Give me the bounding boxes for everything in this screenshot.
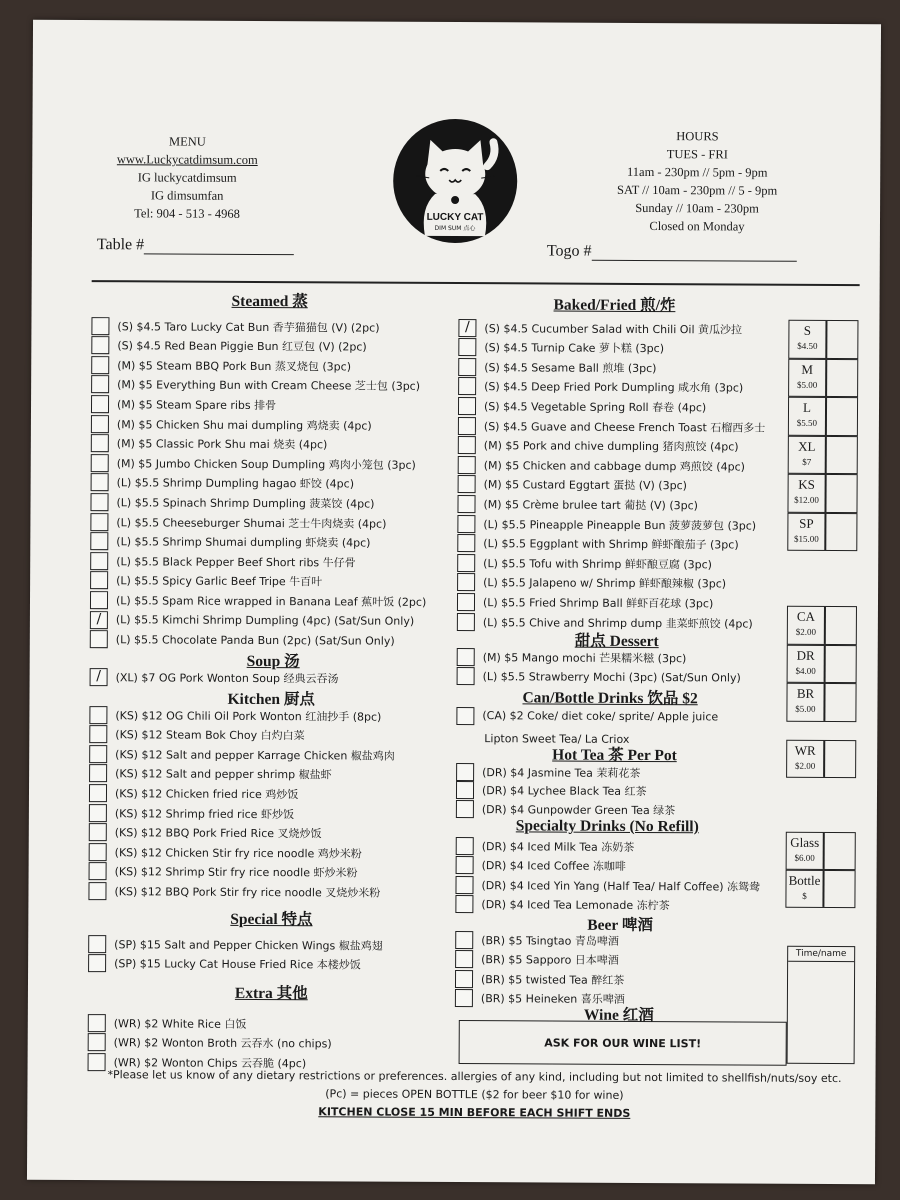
- item-label: (L) $5.5 Spam Rice wrapped in Banana Leaf 蕉叶饭 (2pc): [115, 594, 427, 609]
- dessert-menu-item: [457, 647, 687, 667]
- baked-menu-item: [458, 357, 656, 377]
- kitchen-menu-item: [89, 823, 322, 843]
- size-code: M: [801, 361, 814, 377]
- item-label: (S) $4.5 Turnip Cake 萝卜糕 (3pc): [484, 341, 665, 356]
- order-checkbox[interactable]: [89, 784, 107, 802]
- order-checkbox[interactable]: [91, 473, 109, 491]
- order-checkbox[interactable]: [91, 336, 109, 354]
- item-label: (S) $4.5 Red Bean Piggie Bun 红豆包 (V) (2pc): [117, 339, 367, 354]
- lucky-cat-logo: [390, 116, 521, 247]
- item-label: (DR) $4 Gunpowder Green Tea 绿茶: [481, 802, 676, 817]
- order-checkbox[interactable]: [457, 534, 475, 552]
- item-label: (M) $5 Mango mochi 芒果糯米糍 (3pc): [482, 650, 687, 665]
- instagram-handle-1: IG luckycatdimsum: [137, 170, 237, 185]
- table-label: Table #: [96, 236, 145, 254]
- kitchen-menu-item: [89, 862, 358, 882]
- item-label: (KS) $12 BBQ Pork Fried Rice 叉烧炒饭: [114, 826, 322, 841]
- logo-text: LUCKY CAT: [426, 211, 484, 224]
- order-checkbox[interactable]: [458, 436, 476, 454]
- order-checkbox[interactable]: [456, 707, 474, 725]
- order-checkbox[interactable]: [458, 397, 476, 415]
- order-checkbox[interactable]: [90, 571, 108, 589]
- baked-menu-item: [458, 318, 742, 338]
- hours-info: [592, 127, 803, 236]
- cell-divider: [825, 398, 827, 435]
- steamed-menu-item: [90, 571, 322, 591]
- item-label: (KS) $12 Steam Bok Choy 白灼白菜: [115, 728, 305, 743]
- time-name-box[interactable]: [787, 946, 856, 1064]
- cell-divider: [824, 645, 826, 682]
- can-drinks-line-2: Lipton Sweet Tea/ La Criox: [484, 732, 630, 746]
- kitchen-menu-item: [89, 705, 381, 726]
- order-checkbox[interactable]: [90, 591, 108, 609]
- order-checkbox[interactable]: [89, 823, 107, 841]
- size-cell[interactable]: [788, 358, 858, 397]
- order-checkbox[interactable]: [91, 434, 109, 452]
- item-label: (L) $5.5 Spicy Garlic Beef Tripe 牛百叶: [116, 574, 323, 589]
- size-price: $5.50: [796, 417, 818, 428]
- order-checkbox[interactable]: [455, 950, 473, 968]
- section-kitchen: Kitchen 厨点: [227, 690, 315, 709]
- size-code: DR: [796, 647, 815, 663]
- order-checkbox[interactable]: /: [90, 668, 108, 686]
- order-checkbox[interactable]: [455, 895, 473, 913]
- item-label: (S) $4.5 Vegetable Spring Roll 春卷 (4pc): [483, 400, 707, 415]
- item-label: (WR) $2 Wonton Broth 云吞水 (no chips): [113, 1036, 332, 1051]
- size-price: $5.00: [795, 703, 816, 714]
- order-checkbox[interactable]: [455, 989, 473, 1007]
- beer-menu-item: [455, 989, 625, 1009]
- hours-title: HOURS: [676, 129, 719, 144]
- order-checkbox[interactable]: [458, 377, 476, 395]
- order-checkbox[interactable]: [456, 856, 474, 874]
- baked-menu-item: [458, 338, 664, 358]
- order-checkbox[interactable]: [90, 532, 108, 550]
- item-label: (KS) $12 Salt and pepper shrimp 椒盐虾: [115, 767, 332, 782]
- order-checkbox[interactable]: [456, 837, 474, 855]
- item-label: (SP) $15 Salt and Pepper Chicken Wings 椒盐鸡翅: [114, 937, 383, 953]
- order-checkbox[interactable]: [455, 876, 473, 894]
- cell-divider: [823, 684, 825, 721]
- hours-line: 11am - 230pm // 5pm - 9pm: [626, 164, 768, 180]
- cell-divider: [824, 513, 826, 550]
- kitchen-menu-item: [89, 783, 298, 803]
- section-soup: Soup 汤: [246, 652, 300, 671]
- baked-menu-item: [457, 573, 726, 593]
- item-label: (BR) $5 twisted Tea 醉红茶: [480, 972, 625, 987]
- cell-divider: [824, 607, 826, 644]
- steamed-menu-item: [90, 512, 386, 533]
- instagram-handle-2: IG dimsumfan: [150, 188, 224, 203]
- size-cell[interactable]: [786, 832, 856, 870]
- time-name-label: Time/name: [788, 947, 854, 962]
- size-code: BR: [796, 685, 815, 701]
- special-menu-item: [88, 934, 383, 955]
- item-label: (BR) $5 Tsingtao 青岛啤酒: [481, 933, 619, 948]
- item-label: (KS) $12 OG Chili Oil Pork Wonton 红油抄手 (8pc): [115, 708, 382, 724]
- item-label: (L) $5.5 Tofu with Shrimp 鲜虾酿豆腐 (3pc): [483, 556, 713, 572]
- beer-menu-item: [455, 969, 624, 989]
- item-label: (KS) $12 Salt and pepper Karrage Chicken 椒盐鸡肉: [115, 747, 395, 763]
- size-cell[interactable]: [786, 740, 856, 778]
- hours-line: Closed on Monday: [649, 219, 745, 234]
- item-label: (KS) $12 BBQ Pork Stir fry rice noodle 叉烧炒米粉: [114, 885, 381, 900]
- order-checkbox[interactable]: [457, 593, 475, 611]
- order-checkbox[interactable]: [89, 764, 107, 782]
- item-label: (KS) $12 Shrimp Stir fry rice noodle 虾炒米粉: [114, 865, 358, 880]
- cell-divider: [825, 321, 827, 358]
- item-label: (L) $5.5 Fried Shrimp Ball 鲜虾百花球 (3pc): [482, 596, 714, 611]
- baked-menu-item: [458, 377, 743, 397]
- kitchen-menu-item: [89, 842, 362, 862]
- item-label: (DR) $4 Jasmine Tea 茉莉花茶: [482, 765, 641, 780]
- item-label: (BR) $5 Sapporo 日本啤酒: [481, 953, 619, 967]
- item-label: (L) $5.5 Shrimp Dumpling hagao 虾饺 (4pc): [116, 476, 355, 491]
- size-cell[interactable]: [788, 320, 858, 359]
- item-label: (L) $5.5 Spinach Shrimp Dumpling 菠菜饺 (4pc): [116, 496, 375, 511]
- order-checkbox[interactable]: [456, 800, 474, 818]
- size-price: $7: [802, 456, 812, 467]
- order-checkbox[interactable]: [88, 954, 106, 972]
- size-code: SP: [799, 515, 814, 531]
- item-label: (M) $5 Steam BBQ Pork Bun 蒸叉烧包 (3pc): [117, 358, 352, 374]
- cell-divider: [825, 436, 827, 473]
- contact-info: [102, 132, 272, 223]
- order-checkbox[interactable]: [88, 1014, 106, 1032]
- order-checkbox[interactable]: [91, 317, 109, 335]
- size-cell[interactable]: [788, 435, 858, 474]
- baked-menu-item: [457, 534, 738, 554]
- dessert-menu-item: [457, 667, 741, 687]
- steamed-menu-item: [90, 551, 356, 571]
- header-divider: [92, 280, 860, 286]
- kitchen-menu-item: [89, 764, 332, 784]
- item-label: (L) $5.5 Cheeseburger Shumai 芝士牛肉烧卖 (4pc): [116, 515, 387, 531]
- togo-label: Togo #: [546, 242, 592, 260]
- item-label: (S) $4.5 Deep Fried Pork Dumpling 咸水角 (3pc): [484, 380, 744, 395]
- extra-menu-item: [88, 1033, 332, 1053]
- item-label: (WR) $2 Wonton Chips 云吞脆 (4pc): [113, 1055, 307, 1070]
- order-checkbox[interactable]: [455, 931, 473, 949]
- item-label: (DR) $4 Lychee Black Tea 红茶: [481, 784, 647, 799]
- order-checkbox[interactable]: [456, 763, 474, 781]
- item-label: (M) $5 Chicken Shu mai dumpling 鸡烧卖 (4pc): [116, 417, 372, 433]
- size-price: $6.00: [794, 852, 815, 863]
- item-label: (KS) $12 Chicken fried rice 鸡炒饭: [114, 787, 299, 802]
- item-label: (L) $5.5 Chive and Shrimp dump 韭菜虾煎饺 (4pc): [482, 615, 753, 631]
- order-checkbox[interactable]: [457, 573, 475, 591]
- steamed-menu-item: [91, 375, 420, 396]
- order-checkbox[interactable]: [89, 706, 107, 724]
- size-price: $4.50: [797, 340, 818, 351]
- order-checkbox[interactable]: [91, 356, 109, 374]
- size-price: $15.00: [793, 533, 819, 544]
- size-code: CA: [796, 608, 816, 624]
- order-checkbox[interactable]: [458, 456, 476, 474]
- specialty-menu-item: [456, 856, 626, 876]
- item-label: (L) $5.5 Black Pepper Beef Short ribs 牛仔骨: [116, 554, 356, 570]
- size-cell[interactable]: [787, 512, 857, 551]
- order-checkbox[interactable]: [88, 882, 106, 900]
- size-cell[interactable]: [787, 606, 857, 645]
- extra-menu-item: [88, 1013, 247, 1033]
- cell-divider: [825, 359, 827, 396]
- steamed-menu-item: [90, 492, 374, 512]
- special-menu-item: [88, 954, 361, 974]
- hottea-menu-item: [456, 762, 640, 782]
- item-label: (DR) $4 Iced Yin Yang (Half Tea/ Half Coffee) 冻鸳鸯: [481, 878, 761, 894]
- steamed-menu-item: [91, 473, 355, 493]
- size-price: $4.00: [795, 665, 816, 676]
- section-hot-tea: Hot Tea 茶 Per Pot: [552, 746, 677, 765]
- section-special: Special 特点: [230, 910, 313, 929]
- steamed-menu-item: [90, 630, 395, 651]
- size-code: WR: [794, 742, 816, 758]
- hours-line: TUES - FRI: [666, 147, 728, 162]
- baked-menu-item: [457, 612, 753, 633]
- order-checkbox[interactable]: /: [90, 611, 108, 629]
- hottea-menu-item: [456, 799, 675, 819]
- order-checkbox[interactable]: [90, 493, 108, 511]
- order-checkbox[interactable]: [91, 375, 109, 393]
- size-price: $: [802, 890, 807, 901]
- item-label: (L) $5.5 Chocolate Panda Bun (2pc) (Sat/Sun Only): [115, 632, 395, 648]
- table-blank[interactable]: [144, 253, 294, 255]
- item-label: (M) $5 Everything Bun with Cream Cheese 芝士包 (3pc): [117, 378, 421, 394]
- dietary-note: *Please let us know of any dietary restrictions or preferences. allergies of any kind, including but not limited to shellfish/nuts/soy etc.: [107, 1068, 842, 1086]
- item-label: (L) $5.5 Shrimp Shumai dumpling 虾烧卖 (4pc): [116, 535, 371, 550]
- togo-number-field[interactable]: [547, 242, 797, 261]
- order-checkbox[interactable]: [458, 338, 476, 356]
- item-label: (M) $5 Pork and chive dumpling 猪肉煎饺 (4pc): [483, 439, 739, 454]
- item-label: (M) $5 Classic Pork Shu mai 烧卖 (4pc): [116, 437, 328, 452]
- kitchen-menu-item: [89, 803, 294, 823]
- menu-label: MENU: [168, 134, 206, 149]
- order-checkbox[interactable]: [89, 725, 107, 743]
- item-label: (DR) $4 Iced Tea Lemonade 冻柠茶: [481, 898, 670, 913]
- steamed-menu-item: [90, 610, 414, 631]
- order-checkbox[interactable]: [458, 417, 476, 435]
- item-label: (L) $5.5 Pineapple Pineapple Bun 菠萝菠萝包 (3pc): [483, 517, 757, 533]
- baked-menu-item: [458, 396, 706, 416]
- item-label: (DR) $4 Iced Coffee 冻咖啡: [481, 859, 626, 873]
- item-label: (L) $5.5 Strawberry Mochi (3pc) (Sat/Sun Only): [482, 669, 741, 685]
- size-code: S: [803, 322, 812, 338]
- item-label: (DR) $4 Iced Milk Tea 冻奶茶: [481, 839, 635, 854]
- kitchen-close-note: KITCHEN CLOSE 15 MIN BEFORE EACH SHIFT ENDS: [318, 1105, 631, 1120]
- order-checkbox[interactable]: [457, 667, 475, 685]
- order-checkbox[interactable]: [90, 630, 108, 648]
- size-cell[interactable]: [787, 644, 857, 683]
- item-label: (CA) $2 Coke/ diet coke/ sprite/ Apple juice: [482, 709, 719, 724]
- wine-list-notice: ASK FOR OUR WINE LIST!: [459, 1020, 787, 1066]
- size-code: Glass: [790, 834, 820, 850]
- order-checkbox[interactable]: [90, 513, 108, 531]
- item-label: (M) $5 Jumbo Chicken Soup Dumpling 鸡肉小笼包 (3pc): [116, 456, 416, 472]
- size-code: Bottle: [788, 872, 821, 888]
- item-label: (L) $5.5 Jalapeno w/ Shrimp 鲜虾酿辣椒 (3pc): [483, 576, 727, 591]
- order-checkbox[interactable]: [457, 648, 475, 666]
- size-code: KS: [798, 476, 815, 492]
- steamed-menu-item: [91, 453, 416, 474]
- item-label: (L) $5.5 Kimchi Shrimp Dumpling (4pc) (Sat/Sun Only): [115, 613, 415, 628]
- baked-menu-item: [457, 592, 713, 612]
- steamed-menu-item: [91, 316, 379, 337]
- section-beer: Beer 啤酒: [587, 916, 653, 935]
- item-label: (KS) $12 Chicken Stir fry rice noodle 鸡炒米粉: [114, 845, 362, 861]
- order-checkbox[interactable]: [89, 862, 107, 880]
- item-label: (S) $4.5 Taro Lucky Cat Bun 香芋猫猫包 (V) (2pc): [117, 319, 380, 335]
- size-cell[interactable]: [786, 683, 856, 722]
- order-checkbox[interactable]: [91, 395, 109, 413]
- pieces-note: (Pc) = pieces OPEN BOTTLE ($2 for beer $10 for wine): [325, 1087, 624, 1102]
- item-label: (SP) $15 Lucky Cat House Fried Rice 本楼炒饭: [114, 957, 361, 972]
- steamed-menu-item: [90, 590, 426, 611]
- item-label: (KS) $12 Shrimp fried rice 虾炒饭: [114, 806, 295, 821]
- order-checkbox[interactable]: [88, 935, 106, 953]
- steamed-menu-item: [90, 532, 370, 552]
- item-label: (L) $5.5 Eggplant with Shrimp 鲜虾酿茄子 (3pc): [483, 537, 739, 552]
- size-price: $2.00: [795, 626, 816, 637]
- order-checkbox[interactable]: [91, 415, 109, 433]
- order-checkbox[interactable]: [457, 495, 475, 513]
- order-checkbox[interactable]: [89, 804, 107, 822]
- steamed-menu-item: [91, 394, 276, 414]
- cell-divider: [823, 833, 825, 869]
- order-checkbox[interactable]: [90, 552, 108, 570]
- hours-line: SAT // 10am - 230pm // 5 - 9pm: [617, 182, 778, 198]
- menu-sheet: [27, 20, 881, 1184]
- section-can-bottle: Can/Bottle Drinks 饮品 $2: [522, 689, 698, 708]
- table-number-field[interactable]: [97, 236, 294, 255]
- cell-divider: [822, 871, 824, 907]
- phone-number: Tel: 904 - 513 - 4968: [134, 206, 240, 221]
- section-baked-fried: Baked/Fried 煎/炸: [553, 296, 676, 315]
- kitchen-menu-item: [89, 725, 304, 745]
- steamed-menu-item: [91, 434, 328, 454]
- item-label: (M) $5 Steam Spare ribs 排骨: [116, 398, 277, 412]
- order-checkbox[interactable]: [458, 475, 476, 493]
- can-menu-item: [456, 706, 718, 726]
- order-checkbox[interactable]: [91, 454, 109, 472]
- order-checkbox[interactable]: [457, 554, 475, 572]
- order-checkbox[interactable]: [89, 745, 107, 763]
- size-code: XL: [798, 438, 816, 454]
- baked-menu-item: [457, 494, 698, 514]
- item-label: (XL) $7 OG Pork Wonton Soup 经典云吞汤: [115, 670, 339, 685]
- website-link[interactable]: www.Luckycatdimsum.com: [116, 152, 258, 167]
- baked-menu-item: [457, 553, 712, 573]
- section-dessert: 甜点 Dessert: [574, 632, 659, 651]
- size-cell[interactable]: [785, 870, 855, 908]
- size-price: $2.00: [794, 760, 816, 771]
- section-wine: Wine 红酒: [583, 1006, 654, 1025]
- item-label: (M) $5 Crème brulee tart 葡挞 (V) (3pc): [483, 498, 698, 513]
- baked-menu-item: [458, 455, 745, 476]
- logo-subtext: DIM SUM 点心: [434, 224, 476, 233]
- order-checkbox[interactable]: [457, 515, 475, 533]
- steamed-menu-item: [91, 336, 367, 356]
- item-label: (BR) $5 Heineken 喜乐啤酒: [480, 992, 625, 1007]
- togo-blank[interactable]: [591, 260, 796, 262]
- steamed-menu-item: [91, 414, 372, 434]
- baked-menu-item: [457, 514, 756, 535]
- hours-line: Sunday // 10am - 230pm: [635, 200, 759, 216]
- baked-menu-item: [458, 416, 765, 437]
- section-extra: Extra 其他: [234, 984, 308, 1003]
- size-price: $5.00: [796, 379, 818, 390]
- item-label: (M) $5 Chicken and cabbage dump 鸡煎饺 (4pc): [483, 458, 745, 474]
- baked-menu-item: [458, 475, 687, 495]
- beer-menu-item: [455, 950, 619, 970]
- item-label: (M) $5 Custard Eggtart 蛋挞 (V) (3pc): [483, 478, 687, 493]
- section-steamed: Steamed 蒸: [231, 292, 308, 311]
- item-label: (WR) $2 White Rice 白饭: [113, 1016, 247, 1031]
- order-checkbox[interactable]: [89, 843, 107, 861]
- order-checkbox[interactable]: [456, 781, 474, 799]
- order-checkbox[interactable]: /: [458, 319, 476, 337]
- specialty-menu-item: [455, 875, 760, 896]
- kitchen-menu-item: [89, 744, 395, 765]
- beer-menu-item: [455, 930, 619, 950]
- soup-menu-item: [90, 667, 339, 687]
- cell-divider: [824, 475, 826, 512]
- specialty-menu-item: [456, 836, 635, 856]
- specialty-menu-item: [455, 895, 669, 915]
- size-cell[interactable]: [788, 397, 858, 436]
- section-specialty-drinks: Specialty Drinks (No Refill): [515, 817, 699, 836]
- size-cell[interactable]: [787, 474, 857, 513]
- steamed-menu-item: [91, 355, 351, 375]
- kitchen-menu-item: [88, 881, 380, 902]
- item-label: (S) $4.5 Guave and Cheese French Toast 石榴西多士: [483, 419, 766, 435]
- size-price: $12.00: [794, 494, 819, 505]
- order-checkbox[interactable]: [458, 358, 476, 376]
- order-checkbox[interactable]: [457, 613, 475, 631]
- order-checkbox[interactable]: [455, 970, 473, 988]
- order-checkbox[interactable]: [88, 1033, 106, 1051]
- cell-divider: [823, 741, 825, 777]
- size-code: L: [803, 399, 812, 415]
- item-label: (S) $4.5 Cucumber Salad with Chili Oil 黄瓜沙拉: [484, 321, 743, 337]
- hottea-menu-item: [456, 781, 647, 801]
- item-label: (S) $4.5 Sesame Ball 煎堆 (3pc): [484, 360, 657, 375]
- baked-menu-item: [458, 436, 739, 456]
